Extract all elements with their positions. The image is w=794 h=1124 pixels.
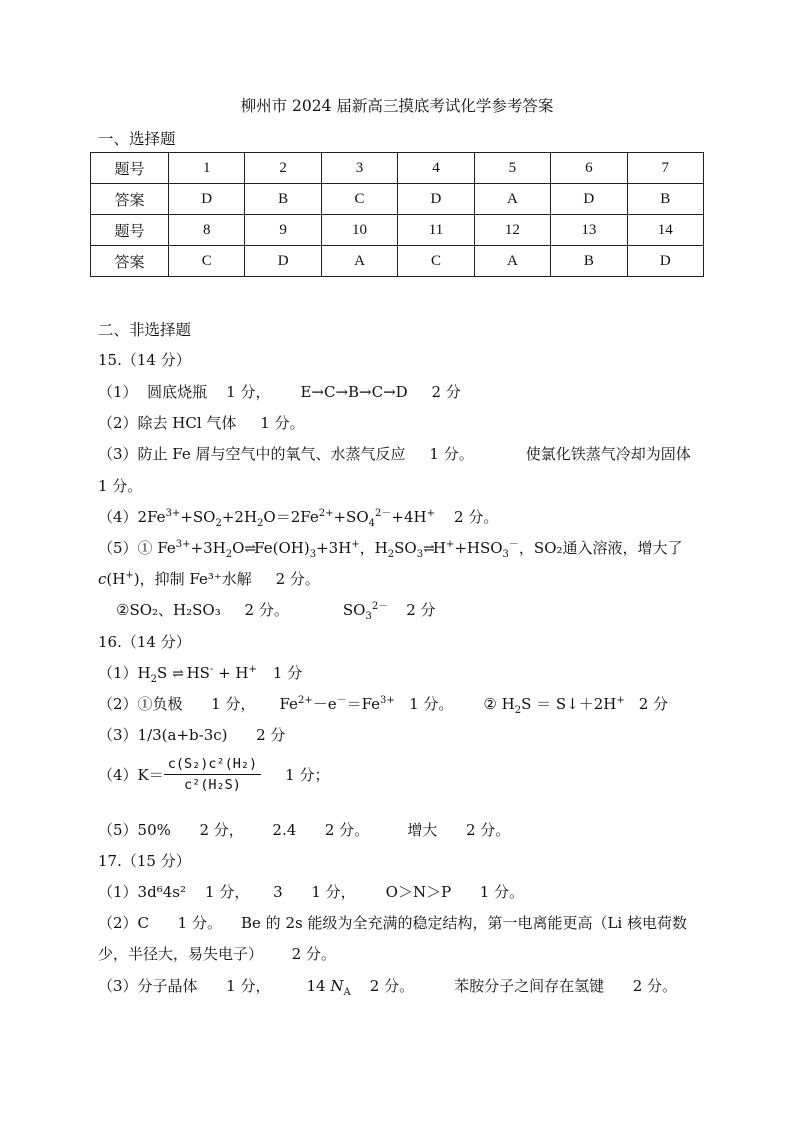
q17-line1-part-b: O＞N＞P 1 分。	[385, 883, 525, 901]
q15-line1	[98, 381, 461, 402]
q16-line1-prefix: （1）	[98, 664, 138, 682]
section-choice-heading: 一、选择题	[98, 130, 176, 148]
q17-avogadro-value: 14 $N_A$	[306, 977, 351, 998]
table-cell: 7	[627, 153, 703, 184]
q17-line3-part-c: 苯胺分子之间存在氢键 2 分。	[454, 977, 677, 995]
q17-line3-part-b: 2 分。	[350, 977, 415, 995]
table-cell: B	[627, 184, 703, 215]
q15-hydrogen-concentration: c(H+)	[98, 570, 140, 588]
q15-line4-suffix: 2 分。	[434, 508, 499, 526]
q15-line5-cont	[98, 568, 320, 589]
q16-line5: （5）50% 2 分， 2.4 2 分。 增大 2 分。	[98, 821, 511, 839]
table-cell: 12	[474, 215, 550, 246]
q15-equation-4: $2Fe^{3+}+SO_2+2H_2O=2Fe^{2+}+SO_4^{2-}+4H^+$	[137, 508, 435, 529]
table-cell: B	[245, 184, 321, 215]
table-cell: 3	[321, 153, 397, 184]
q15-line6	[116, 599, 436, 620]
table-cell: D	[551, 184, 627, 215]
q16-line4-prefix: （4）K＝	[98, 766, 164, 784]
table-cell: A	[321, 246, 397, 277]
table-row-label: 题号	[91, 153, 169, 184]
q15-line3-cont: 1 分。	[98, 477, 143, 495]
q15-line1-part-a: （1） 圆底烧瓶 1 分，	[98, 383, 271, 401]
table-row	[91, 153, 704, 184]
q17-line1	[98, 881, 524, 902]
table-cell: C	[169, 246, 245, 277]
fraction-numerator: c(S₂)c²(H₂)	[164, 756, 261, 775]
q15-line6-part-b: 2 分	[406, 601, 436, 619]
section-nonchoice-heading: 二、非选择题	[98, 321, 192, 339]
q15-line3	[98, 443, 691, 464]
q15-line5-cont-tail: ，抑制 Fe³⁺水解 2 分。	[139, 570, 320, 588]
table-cell: 13	[551, 215, 627, 246]
table-cell: B	[551, 246, 627, 277]
table-row	[91, 246, 704, 277]
table-cell: 9	[245, 215, 321, 246]
q17-line1-part-a: （1）3d⁶4s² 1 分， 3 1 分，	[98, 883, 356, 901]
table-cell: 4	[398, 153, 474, 184]
table-cell: 11	[398, 215, 474, 246]
answer-table-body	[91, 153, 704, 277]
q15-line4	[98, 506, 498, 527]
q16-overall-equation: ② $H_2S$ ＝ S↓＋2H+	[483, 695, 625, 716]
q16-line1	[98, 662, 302, 683]
table-cell: 6	[551, 153, 627, 184]
table-row	[91, 184, 704, 215]
q16-line2-part-c: 2 分	[638, 695, 669, 713]
table-cell: 5	[474, 153, 550, 184]
table-row-label: 答案	[91, 246, 169, 277]
q16-line2-part-b: 1 分。	[394, 695, 454, 713]
q17-line3	[98, 975, 677, 996]
table-cell: D	[169, 184, 245, 215]
q15-line5	[98, 537, 683, 558]
q16-line2-part-a: （2）①负极 1 分，	[98, 695, 256, 713]
q15-line3-part-a: （3）防止 Fe 屑与空气中的氧气、水蒸气反应 1 分。	[98, 445, 474, 463]
fraction-denominator: c²(H₂S)	[184, 777, 241, 793]
table-cell: C	[321, 184, 397, 215]
table-cell: 2	[245, 153, 321, 184]
q15-line3-part-b: 使氯化铁蒸气冷却为固体	[525, 445, 691, 463]
table-row-label: 题号	[91, 215, 169, 246]
q17-header: 17.（15 分）	[98, 852, 191, 870]
table-cell: C	[398, 246, 474, 277]
q17-line3-part-a: （3）分子晶体 1 分，	[98, 977, 271, 995]
q17-line2-cont: 少，半径大，易失电子） 2 分。	[98, 945, 336, 963]
table-cell: D	[245, 246, 321, 277]
table-cell: 8	[169, 215, 245, 246]
q15-line5-prefix: （5）①	[98, 539, 158, 557]
q16-header: 16.（14 分）	[98, 633, 191, 651]
q16-line3: （3）1/3(a+b-3c) 2 分	[98, 726, 286, 744]
q15-line1-part-b: E→C→B→C→D 2 分	[300, 383, 461, 401]
q16-line4-suffix: 1 分；	[285, 766, 330, 784]
q16-electrode-equation: $Fe^{2+}-e^-=Fe^{3+}$	[279, 695, 395, 713]
table-cell: 10	[321, 215, 397, 246]
table-cell: D	[398, 184, 474, 215]
table-cell: D	[627, 246, 703, 277]
table-cell: A	[474, 184, 550, 215]
q16-line4	[98, 756, 329, 793]
q15-line6-part-a: ②SO₂、H₂SO₃ 2 分。	[116, 601, 289, 619]
answer-table	[90, 152, 704, 277]
q16-line1-suffix: 1 分	[272, 664, 303, 682]
table-cell: 14	[627, 215, 703, 246]
table-cell: 1	[169, 153, 245, 184]
q15-line2: （2）除去 HCl 气体 1 分。	[98, 414, 305, 432]
q16-equation-1: $H_2S$ ⇌ HS- + H+	[137, 664, 257, 685]
q16-line2	[98, 693, 668, 714]
q15-equation-5: $Fe^{3+}+3H_2O\rightleftharpoons Fe(OH)_3+3H^+$，$H_2SO_3\rightleftharpoons H^++HSO_3^-$	[157, 539, 519, 560]
q15-header: 15.（14 分）	[98, 351, 191, 369]
table-row-label: 答案	[91, 184, 169, 215]
q15-sulfite-ion: $SO_3^{2-}$	[342, 601, 389, 622]
table-cell: A	[474, 246, 550, 277]
page-title: 柳州市 2024 届新高三摸底考试化学参考答案	[240, 97, 554, 115]
q15-line4-prefix: （4）	[98, 508, 138, 526]
q15-line5-tail: ，SO₂通入溶液，增大了	[518, 539, 683, 557]
q17-line2: （2）C 1 分。 Be 的 2s 能级为全充满的稳定结构，第一电离能更高（Li 核电荷数	[98, 914, 687, 932]
equilibrium-constant-fraction	[164, 756, 261, 793]
table-row	[91, 215, 704, 246]
